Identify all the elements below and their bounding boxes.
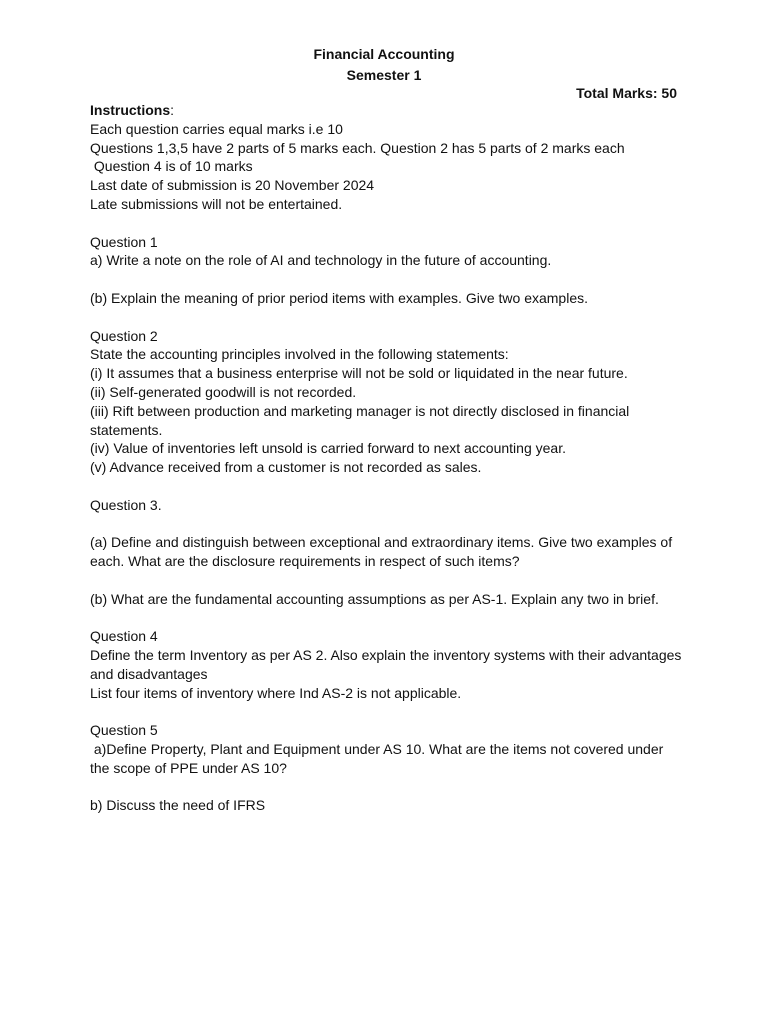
blank-line [90, 270, 690, 289]
instruction-line: Late submissions will not be entertained. [90, 195, 343, 212]
question-1-part-b: (b) Explain the meaning of prior period items with examples. Give two examples. [90, 289, 588, 306]
blank-line [90, 515, 690, 534]
blank-line [90, 308, 690, 327]
question-2-item: (iii) Rift between production and marketing manager is not directly disclosed in financial [90, 402, 630, 419]
blank-line [90, 571, 690, 590]
question-3-part-a-line: each. What are the disclosure requirements in respect of such items? [90, 553, 520, 570]
question-3-part-a-line: (a) Define and distinguish between exceptional and extraordinary items. Give two examples of [90, 534, 673, 551]
instructions-heading-label: Instructions [90, 102, 171, 118]
question-3-part-b: (b) What are the fundamental accounting assumptions as per AS-1. Explain any two in brief. [90, 590, 659, 607]
question-2-item: (v) Advance received from a customer is not recorded as sales. [90, 459, 482, 476]
question-2-item: (ii) Self-generated goodwill is not recorded. [90, 383, 357, 400]
question-2-item: statements. [90, 421, 163, 438]
instruction-line: Question 4 is of 10 marks [90, 158, 253, 175]
question-5-part-a-line: the scope of PPE under AS 10? [90, 759, 287, 776]
question-4-line: Define the term Inventory as per AS 2. Also explain the inventory systems with their advantages [90, 647, 682, 664]
total-marks: Total Marks: 50 [576, 85, 677, 101]
question-4-line: and disadvantages [90, 665, 208, 682]
semester-label: Semester 1 [346, 67, 422, 83]
blank-line [90, 477, 690, 496]
question-5-part-b: b) Discuss the need of IFRS [90, 797, 266, 814]
question-2-item: (iv) Value of inventories left unsold is carried forward to next accounting year. [90, 440, 566, 457]
question-2-title: Question 2 [90, 327, 158, 344]
instruction-line: Questions 1,3,5 have 2 parts of 5 marks each. Question 2 has 5 parts of 2 marks each [90, 139, 625, 156]
question-4-title: Question 4 [90, 628, 158, 645]
blank-line [90, 703, 690, 722]
question-2-item: (i) It assumes that a business enterprise will not be sold or liquidated in the near future. [90, 365, 628, 382]
instructions-heading [90, 101, 690, 120]
question-5-title: Question 5 [90, 722, 158, 739]
question-5-part-a-line: a)Define Property, Plant and Equipment under AS 10. What are the items not covered under [90, 741, 664, 758]
document-body [90, 101, 690, 815]
question-1-title: Question 1 [90, 233, 158, 250]
question-3-title: Question 3. [90, 496, 162, 513]
blank-line [90, 778, 690, 797]
question-2-intro: State the accounting principles involved in the following statements: [90, 346, 509, 363]
instruction-line: Each question carries equal marks i.e 10 [90, 120, 343, 137]
question-4-line: List four items of inventory where Ind AS-2 is not applicable. [90, 684, 462, 701]
document-title: Financial Accounting [313, 46, 455, 62]
instruction-line: Last date of submission is 20 November 2024 [90, 177, 375, 194]
instructions-heading-colon: : [170, 102, 175, 118]
blank-line [90, 609, 690, 628]
blank-line [90, 214, 690, 233]
question-1-part-a: a) Write a note on the role of AI and technology in the future of accounting. [90, 252, 552, 269]
